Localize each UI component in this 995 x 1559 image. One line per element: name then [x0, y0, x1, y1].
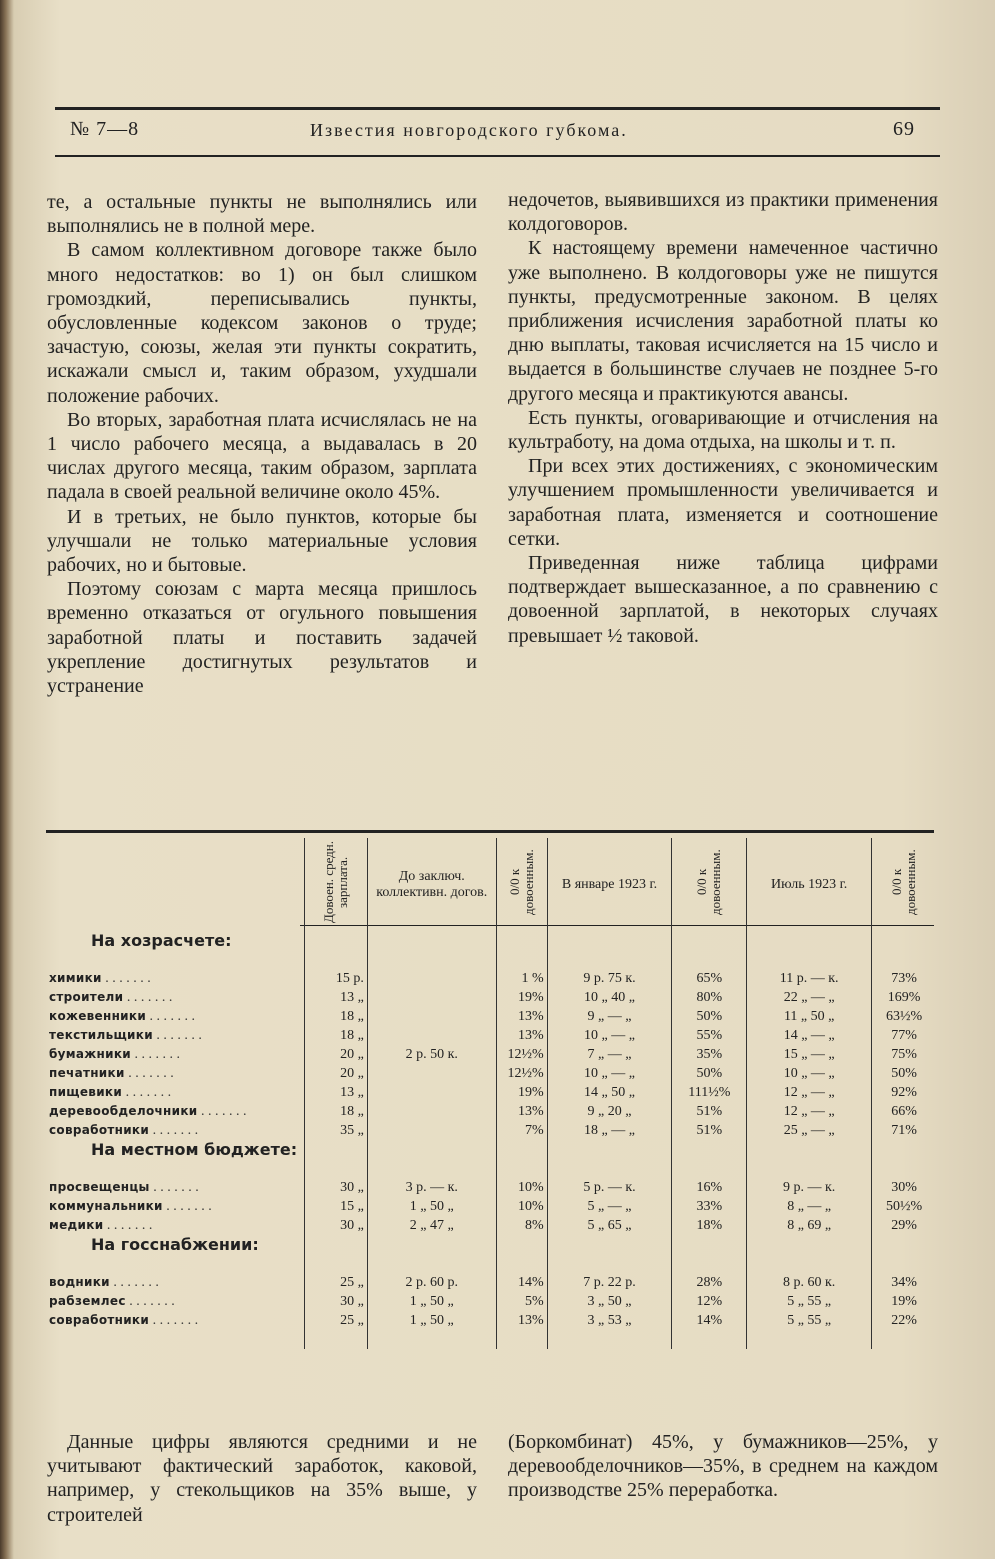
blank-cell	[367, 1330, 496, 1349]
cell-pct1: 10%	[496, 1178, 547, 1197]
blank-cell	[46, 950, 304, 969]
paragraph: Приведенная ниже таблица цифрами подтверждает вышесказанное, а по сравнению с довоенной зарплатой, в некоторых случаях превышает ½ таковой.	[508, 552, 938, 647]
leader-dots: . . . . . . .	[146, 1008, 196, 1024]
table-top-rule	[46, 830, 934, 833]
cell-before: 1 „ 50 „	[367, 1311, 496, 1330]
cell-pct1: 14%	[496, 1273, 547, 1292]
cell-pct3: 50½%	[872, 1197, 936, 1216]
row-label: совработники	[49, 1312, 150, 1327]
cell-jan: 10 „ 40 „	[547, 988, 672, 1007]
cell-pct2: 35%	[672, 1045, 747, 1064]
cell-pct1: 13%	[496, 1026, 547, 1045]
wage-table	[46, 838, 936, 1349]
blank-cell	[304, 1235, 367, 1254]
cell-before: 1 „ 50 „	[367, 1292, 496, 1311]
blank-cell	[747, 1254, 872, 1273]
cell-name	[46, 1026, 304, 1045]
cell-before	[367, 969, 496, 988]
paragraph: Во вторых, заработная плата исчислялась не на 1 число рабочего месяца, а выдавалась в 20 числах другого месяца, таким образом, зарплата падала в своей реальной величине около 45%.	[47, 408, 477, 504]
cell-prewar: 13 „	[304, 988, 367, 1007]
table-row	[46, 1026, 936, 1045]
cell-jul: 5 „ 55 „	[747, 1292, 872, 1311]
table-row	[46, 1178, 936, 1197]
spacer-row	[46, 1254, 936, 1273]
cell-pct1: 8%	[496, 1216, 547, 1235]
leader-dots: . . . . . . .	[149, 1179, 199, 1195]
cell-name	[46, 1292, 304, 1311]
blank-cell	[872, 950, 936, 969]
cell-jan: 14 „ 50 „	[547, 1083, 672, 1102]
cell-before: 2 р. 50 к.	[367, 1045, 496, 1064]
table-row	[46, 1273, 936, 1292]
header-pct1: 0/0 к довоенным.	[496, 838, 547, 931]
paragraph: Есть пункты, оговаривающие и отчисления на культработу, на дома отдыха, на школы и т. п.	[508, 406, 938, 454]
table-row	[46, 1007, 936, 1026]
leader-dots: . . . . . . .	[103, 1217, 153, 1233]
cell-prewar: 30 „	[304, 1216, 367, 1235]
blank-cell	[547, 1235, 672, 1254]
cell-before	[367, 1007, 496, 1026]
cell-name	[46, 1045, 304, 1064]
table-row	[46, 1064, 936, 1083]
blank-cell	[672, 950, 747, 969]
header-blank	[46, 838, 304, 931]
leader-dots: . . . . . . .	[101, 970, 151, 986]
table-row	[46, 1292, 936, 1311]
leader-dots: . . . . . . .	[109, 1274, 159, 1290]
cell-jul: 12 „ — „	[747, 1102, 872, 1121]
leader-dots: . . . . . . .	[131, 1046, 181, 1062]
cell-before: 1 „ 50 „	[367, 1197, 496, 1216]
cell-name	[46, 1273, 304, 1292]
cell-pct1: 13%	[496, 1102, 547, 1121]
running-header	[55, 118, 940, 150]
cell-pct1: 13%	[496, 1007, 547, 1026]
blank-cell	[304, 1254, 367, 1273]
cell-jan: 5 р. — к.	[547, 1178, 672, 1197]
leader-dots: . . . . . . .	[162, 1198, 212, 1214]
cell-jan: 9 р. 75 к.	[547, 969, 672, 988]
cell-prewar: 18 „	[304, 1026, 367, 1045]
row-label: печатники	[49, 1065, 125, 1080]
blank-cell	[496, 1254, 547, 1273]
cell-name	[46, 1178, 304, 1197]
cell-pct2: 28%	[672, 1273, 747, 1292]
blank-cell	[496, 1235, 547, 1254]
cell-jan: 7 р. 22 р.	[547, 1273, 672, 1292]
blank-cell	[547, 1140, 672, 1159]
header-top-rule	[55, 107, 940, 110]
cell-prewar: 18 „	[304, 1007, 367, 1026]
blank-cell	[747, 1235, 872, 1254]
cell-pct2: 65%	[672, 969, 747, 988]
cell-pct3: 75%	[872, 1045, 936, 1064]
right-column	[508, 188, 938, 648]
blank-cell	[496, 931, 547, 950]
cell-jul: 25 „ — „	[747, 1121, 872, 1140]
table-row	[46, 1045, 936, 1064]
cell-pct2: 14%	[672, 1311, 747, 1330]
leader-dots: . . . . . . .	[124, 1065, 174, 1081]
cell-prewar: 20 „	[304, 1064, 367, 1083]
blank-cell	[496, 1159, 547, 1178]
section-title: На хозрасчете:	[91, 931, 232, 950]
section-heading-row	[46, 1235, 936, 1254]
cell-jan: 7 „ — „	[547, 1045, 672, 1064]
cell-pct2: 51%	[672, 1121, 747, 1140]
blank-cell	[496, 950, 547, 969]
cell-pct2: 80%	[672, 988, 747, 1007]
cell-pct3: 71%	[872, 1121, 936, 1140]
section-title: На местном бюджете:	[91, 1140, 298, 1159]
blank-cell	[46, 1159, 304, 1178]
blank-cell	[547, 950, 672, 969]
row-label: кожевенники	[49, 1008, 147, 1023]
leader-dots: . . . . . . .	[122, 1084, 172, 1100]
leader-dots: . . . . . . .	[149, 1312, 199, 1328]
bottom-right-text	[508, 1430, 938, 1503]
cell-pct3: 29%	[872, 1216, 936, 1235]
cell-name	[46, 969, 304, 988]
page-number: 69	[893, 118, 915, 140]
paragraph: При всех этих достижениях, с экономическим улучшением промышленности увеличивается и заработная плата, изменяется и соотношение сетки.	[508, 455, 938, 550]
leader-dots: . . . . . . .	[197, 1103, 247, 1119]
paragraph: (Боркомбинат) 45%, у бумажников—25%, у деревообделочников—35%, в среднем на каждом производстве 25% переработка.	[508, 1431, 938, 1502]
blank-cell	[672, 1235, 747, 1254]
blank-cell	[304, 931, 367, 950]
cell-jan: 3 „ 53 „	[547, 1311, 672, 1330]
cell-pct3: 92%	[872, 1083, 936, 1102]
cell-before	[367, 1121, 496, 1140]
table-row	[46, 1216, 936, 1235]
cell-jan: 18 „ — „	[547, 1121, 672, 1140]
cell-jul: 12 „ — „	[747, 1083, 872, 1102]
blank-cell	[304, 950, 367, 969]
cell-pct3: 50%	[872, 1064, 936, 1083]
cell-pct3: 34%	[872, 1273, 936, 1292]
cell-before	[367, 1102, 496, 1121]
blank-cell	[672, 1159, 747, 1178]
header-july: Июль 1923 г.	[747, 838, 872, 931]
row-label: медики	[49, 1217, 104, 1232]
table-row	[46, 969, 936, 988]
blank-cell	[872, 1235, 936, 1254]
blank-cell	[747, 1140, 872, 1159]
header-pct2: 0/0 к довоенным.	[672, 838, 747, 931]
cell-prewar: 15 р.	[304, 969, 367, 988]
cell-jul: 14 „ — „	[747, 1026, 872, 1045]
cell-pct2: 16%	[672, 1178, 747, 1197]
cell-pct1: 12½%	[496, 1045, 547, 1064]
leader-dots: . . . . . . .	[152, 1027, 202, 1043]
cell-name	[46, 1216, 304, 1235]
cell-pct1: 19%	[496, 988, 547, 1007]
row-label: деревообделочники	[49, 1103, 198, 1118]
row-label: пищевики	[49, 1084, 123, 1099]
row-label: рабземлес	[49, 1293, 126, 1308]
cell-jul: 8 „ — „	[747, 1197, 872, 1216]
cell-jul: 15 „ — „	[747, 1045, 872, 1064]
cell-pct2: 111½%	[672, 1083, 747, 1102]
blank-cell	[872, 1330, 936, 1349]
cell-jul: 22 „ — „	[747, 988, 872, 1007]
blank-cell	[496, 1330, 547, 1349]
cell-pct1: 12½%	[496, 1064, 547, 1083]
blank-cell	[547, 1159, 672, 1178]
cell-pct3: 77%	[872, 1026, 936, 1045]
blank-cell	[747, 931, 872, 950]
cell-name	[46, 1102, 304, 1121]
cell-pct3: 22%	[872, 1311, 936, 1330]
header-before-contract: До заключ. коллективн. догов.	[367, 838, 496, 931]
cell-name	[46, 1197, 304, 1216]
cell-pct3: 66%	[872, 1102, 936, 1121]
header-prewar: Довоен. средн. зарплата.	[304, 838, 367, 931]
row-label: текстильщики	[49, 1027, 153, 1042]
cell-name	[46, 1121, 304, 1140]
paragraph: К настоящему времени намеченное частично уже выполнено. В колдоговоры уже не пишутся пункты, предусмотренные законом. В целях приближения исчисления заработной платы ко дню выплаты, таковая исчисляется на 15 число и выдается в большинстве случаев не позднее 5-го другого месяца и практикуются авансы.	[508, 237, 938, 405]
paragraph: И в третьих, не было пунктов, которые бы улучшали не только материальные условия рабочих, но и бытовые.	[47, 505, 477, 577]
paragraph: те, а остальные пункты не выполнялись или выполнялись не в полной мере.	[47, 191, 477, 238]
spacer-row	[46, 950, 936, 969]
blank-cell	[672, 1254, 747, 1273]
cell-name	[46, 1007, 304, 1026]
cell-pct3: 169%	[872, 988, 936, 1007]
row-label: водники	[49, 1274, 110, 1289]
cell-jul: 11 р. — к.	[747, 969, 872, 988]
leader-dots: . . . . . . .	[125, 1293, 175, 1309]
cell-jan: 5 „ — „	[547, 1197, 672, 1216]
cell-prewar: 30 „	[304, 1178, 367, 1197]
cell-before	[367, 1083, 496, 1102]
cell-prewar: 25 „	[304, 1311, 367, 1330]
cell-jul: 5 „ 55 „	[747, 1311, 872, 1330]
blank-cell	[367, 1159, 496, 1178]
cell-jan: 3 „ 50 „	[547, 1292, 672, 1311]
leader-dots: . . . . . . .	[123, 989, 173, 1005]
blank-cell	[747, 1330, 872, 1349]
blank-cell	[367, 1254, 496, 1273]
blank-cell	[547, 1254, 672, 1273]
cell-name	[46, 1064, 304, 1083]
cell-pct2: 18%	[672, 1216, 747, 1235]
cell-prewar: 20 „	[304, 1045, 367, 1064]
cell-jul: 9 р. — к.	[747, 1178, 872, 1197]
table-header-row	[46, 838, 936, 931]
cell-before: 3 р. — к.	[367, 1178, 496, 1197]
cell-before	[367, 988, 496, 1007]
table-body	[46, 931, 936, 1349]
blank-cell	[367, 1140, 496, 1159]
cell-pct1: 19%	[496, 1083, 547, 1102]
spacer-row	[46, 1159, 936, 1178]
blank-cell	[747, 950, 872, 969]
bottom-left-text	[47, 1430, 477, 1527]
leader-dots: . . . . . . .	[149, 1122, 199, 1138]
blank-cell	[367, 931, 496, 950]
section-heading-row	[46, 931, 936, 950]
cell-name	[46, 1311, 304, 1330]
cell-pct3: 73%	[872, 969, 936, 988]
cell-prewar: 13 „	[304, 1083, 367, 1102]
cell-pct1: 1 %	[496, 969, 547, 988]
blank-cell	[672, 931, 747, 950]
table-row	[46, 1083, 936, 1102]
header-bottom-rule	[55, 155, 940, 157]
blank-cell	[46, 1254, 304, 1273]
cell-jul: 10 „ — „	[747, 1064, 872, 1083]
blank-cell	[304, 1330, 367, 1349]
journal-title: Известия новгородского губкома.	[310, 120, 628, 140]
cell-before	[367, 1064, 496, 1083]
cell-jul: 11 „ 50 „	[747, 1007, 872, 1026]
table-row	[46, 1197, 936, 1216]
blank-cell	[304, 1140, 367, 1159]
cell-pct2: 55%	[672, 1026, 747, 1045]
header-january: В январе 1923 г.	[547, 838, 672, 931]
cell-pct2: 33%	[672, 1197, 747, 1216]
cell-jan: 9 „ — „	[547, 1007, 672, 1026]
cell-prewar: 18 „	[304, 1102, 367, 1121]
blank-cell	[367, 1235, 496, 1254]
row-label: совработники	[49, 1122, 150, 1137]
cell-jan: 10 „ — „	[547, 1026, 672, 1045]
cell-pct2: 50%	[672, 1007, 747, 1026]
issue-number: № 7—8	[70, 118, 140, 140]
cell-prewar: 30 „	[304, 1292, 367, 1311]
blank-cell	[872, 1254, 936, 1273]
table-row	[46, 1121, 936, 1140]
blank-cell	[304, 1159, 367, 1178]
blank-cell	[46, 1330, 304, 1349]
paragraph: недочетов, выявившихся из практики применения колдоговоров.	[508, 189, 938, 236]
cell-pct3: 63½%	[872, 1007, 936, 1026]
cell-jan: 9 „ 20 „	[547, 1102, 672, 1121]
table-row	[46, 988, 936, 1007]
cell-pct2: 12%	[672, 1292, 747, 1311]
cell-pct1: 10%	[496, 1197, 547, 1216]
blank-cell	[367, 950, 496, 969]
cell-jan: 5 „ 65 „	[547, 1216, 672, 1235]
cell-pct3: 30%	[872, 1178, 936, 1197]
blank-cell	[872, 1159, 936, 1178]
cell-pct3: 19%	[872, 1292, 936, 1311]
cell-pct1: 13%	[496, 1311, 547, 1330]
cell-before	[367, 1026, 496, 1045]
cell-prewar: 35 „	[304, 1121, 367, 1140]
cell-pct1: 5%	[496, 1292, 547, 1311]
blank-cell	[747, 1159, 872, 1178]
header-pct3: 0/0 к довоенным.	[872, 838, 936, 931]
row-label: строители	[49, 989, 124, 1004]
paragraph: Поэтому союзам с марта месяца пришлось временно отказаться от огульного повышения заработной платы и поставить задачей укрепление достигнутых результатов и устранение	[47, 578, 477, 698]
cell-jul: 8 „ 69 „	[747, 1216, 872, 1235]
spacer-row	[46, 1330, 936, 1349]
cell-prewar: 15 „	[304, 1197, 367, 1216]
blank-cell	[547, 931, 672, 950]
cell-name	[46, 1083, 304, 1102]
table-row	[46, 1311, 936, 1330]
cell-before: 2 „ 47 „	[367, 1216, 496, 1235]
blank-cell	[496, 1140, 547, 1159]
row-label: просвещенцы	[49, 1179, 150, 1194]
section-heading-row	[46, 1140, 936, 1159]
section-title: На госснабжении:	[91, 1235, 259, 1254]
cell-pct1: 7%	[496, 1121, 547, 1140]
cell-pct2: 51%	[672, 1102, 747, 1121]
blank-cell	[872, 931, 936, 950]
row-label: химики	[49, 970, 102, 985]
paragraph: Данные цифры являются средними и не учитывают фактический заработок, каковой, например, у стекольщиков на 35% выше, у строителей	[47, 1431, 477, 1526]
blank-cell	[547, 1330, 672, 1349]
cell-name	[46, 988, 304, 1007]
row-label: бумажники	[49, 1046, 132, 1061]
cell-pct2: 50%	[672, 1064, 747, 1083]
cell-jul: 8 р. 60 к.	[747, 1273, 872, 1292]
blank-cell	[672, 1140, 747, 1159]
cell-prewar: 25 „	[304, 1273, 367, 1292]
cell-before: 2 р. 60 р.	[367, 1273, 496, 1292]
table-row	[46, 1102, 936, 1121]
left-column	[47, 190, 477, 698]
blank-cell	[672, 1330, 747, 1349]
row-label: коммунальники	[49, 1198, 163, 1213]
paragraph: В самом коллективном договоре также было много недостатков: во 1) он был слишком громоздкий, переписывались пункты, обусловленные кодексом законов о труде; зачастую, союзы, желая эти пункты сократить, искажали смысл и, таким образом, ухудшали положение рабочих.	[47, 239, 477, 407]
cell-jan: 10 „ — „	[547, 1064, 672, 1083]
blank-cell	[872, 1140, 936, 1159]
